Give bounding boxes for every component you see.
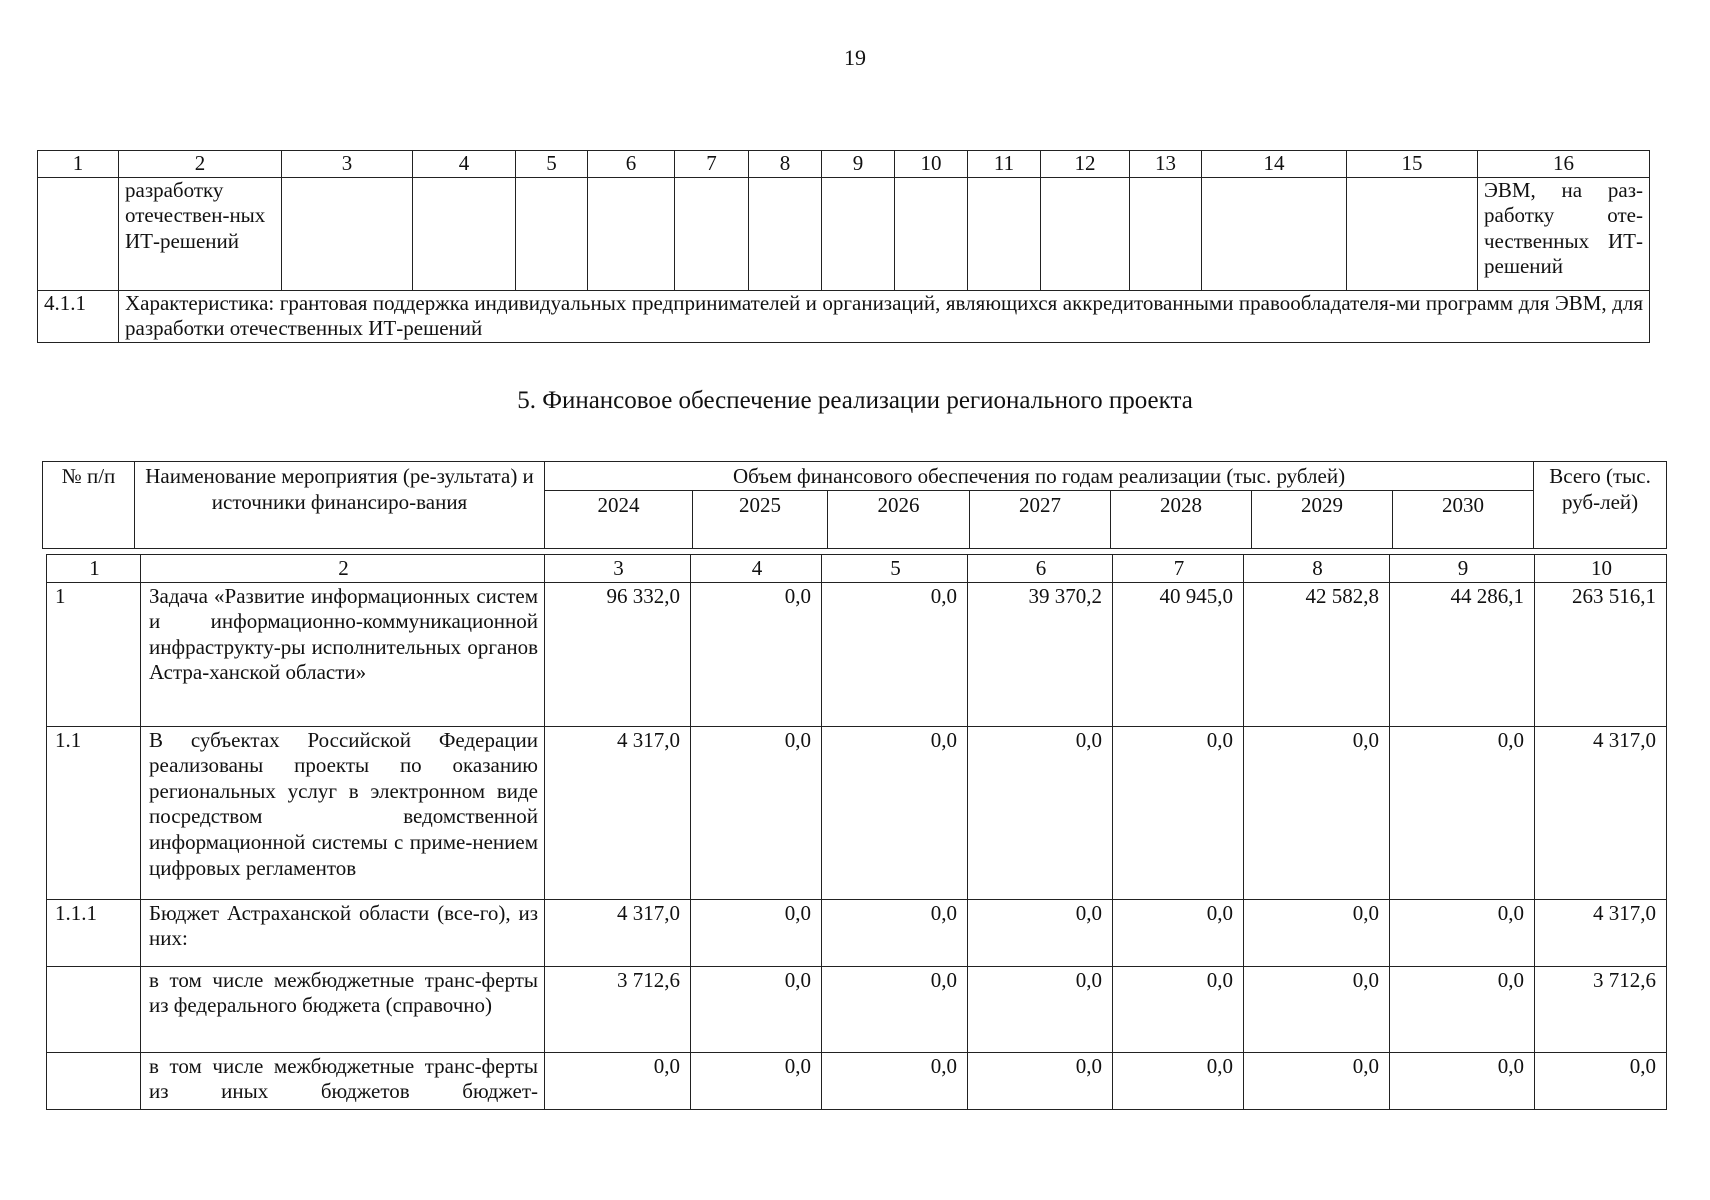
value-cell: 4 317,0 <box>545 726 691 899</box>
indicators-table-continuation <box>37 150 1650 343</box>
col-number: 6 <box>588 151 675 178</box>
section-title: 5. Финансовое обеспечение реализации регионального проекта <box>517 387 1193 414</box>
header-name: Наименование мероприятия (ре-зультата) и источники финансиро-вания <box>135 462 545 549</box>
table-row <box>47 726 1667 899</box>
value-cell: 0,0 <box>1390 966 1535 1052</box>
value-cell: 0,0 <box>691 899 822 966</box>
value-cell: 0,0 <box>1244 899 1390 966</box>
header-year: 2029 <box>1252 490 1393 548</box>
value-cell: 0,0 <box>1390 899 1535 966</box>
value-cell: 0,0 <box>1244 966 1390 1052</box>
value-cell: 96 332,0 <box>545 582 691 726</box>
comment-cell: ЭВМ, на раз-работку оте-чественных ИТ-решений <box>1478 177 1650 290</box>
value-cell: 0,0 <box>691 966 822 1052</box>
row-number <box>38 177 119 290</box>
row-name: в том числе межбюджетные транс-ферты из иных бюджетов бюджет- <box>141 1052 545 1109</box>
row-name: В субъектах Российской Федерации реализованы проекты по оказанию региональных услуг в электронном виде посредством ведомственной информационной системы с приме-нением цифровых регламентов <box>141 726 545 899</box>
col-number: 9 <box>822 151 895 178</box>
col-number: 9 <box>1390 555 1535 583</box>
characteristic-row <box>38 290 1650 342</box>
row-name: Бюджет Астраханской области (все-го), из них: <box>141 899 545 966</box>
table-row <box>47 582 1667 726</box>
page-number: 19 <box>844 45 866 70</box>
value-cell: 0,0 <box>822 1052 968 1109</box>
value-cell: 0,0 <box>1113 899 1244 966</box>
col-number: 3 <box>545 555 691 583</box>
col-number: 2 <box>119 151 282 178</box>
finance-table <box>46 554 1667 1110</box>
characteristic-text: Характеристика: грантовая поддержка индивидуальных предпринимателей и организаций, являющихся аккредитованными правообладателя-ми программ для ЭВМ, для разработки отечественных ИТ-решений <box>119 290 1650 342</box>
value-cell: 0,0 <box>1113 966 1244 1052</box>
row-number: 1 <box>47 582 141 726</box>
value-cell: 0,0 <box>822 726 968 899</box>
row-number <box>47 966 141 1052</box>
value-cell: 0,0 <box>822 899 968 966</box>
value-cell: 42 582,8 <box>1244 582 1390 726</box>
row-name: в том числе межбюджетные транс-ферты из федерального бюджета (справочно) <box>141 966 545 1052</box>
col-number: 6 <box>968 555 1113 583</box>
value-cell: 0,0 <box>1113 1052 1244 1109</box>
header-year: 2025 <box>693 490 828 548</box>
table-row <box>47 966 1667 1052</box>
total-cell: 4 317,0 <box>1535 726 1667 899</box>
header-year: 2028 <box>1111 490 1252 548</box>
row-number: 1.1.1 <box>47 899 141 966</box>
col-number: 7 <box>675 151 749 178</box>
header-year: 2026 <box>828 490 970 548</box>
col-number: 2 <box>141 555 545 583</box>
row-number: 1.1 <box>47 726 141 899</box>
col-number: 10 <box>895 151 968 178</box>
total-cell: 263 516,1 <box>1535 582 1667 726</box>
value-cell: 0,0 <box>968 1052 1113 1109</box>
value-cell: 0,0 <box>1244 726 1390 899</box>
value-cell: 0,0 <box>1390 726 1535 899</box>
value-cell: 0,0 <box>1390 1052 1535 1109</box>
header-year: 2027 <box>970 490 1111 548</box>
col-number: 8 <box>749 151 822 178</box>
header-year: 2030 <box>1393 490 1534 548</box>
col-number: 12 <box>1041 151 1130 178</box>
value-cell: 0,0 <box>1113 726 1244 899</box>
column-number-row <box>47 555 1667 583</box>
header-total: Всего (тыс. руб-лей) <box>1534 462 1667 549</box>
value-cell: 0,0 <box>822 966 968 1052</box>
table-row <box>47 899 1667 966</box>
value-cell: 0,0 <box>822 582 968 726</box>
value-cell: 0,0 <box>691 726 822 899</box>
col-number: 5 <box>516 151 588 178</box>
value-cell: 40 945,0 <box>1113 582 1244 726</box>
col-number: 1 <box>47 555 141 583</box>
row-name: Задача «Развитие информационных систем и информационно-коммуникационной инфраструкту-ры исполнительных органов Астра-ханской области» <box>141 582 545 726</box>
col-number: 11 <box>968 151 1041 178</box>
col-number: 8 <box>1244 555 1390 583</box>
value-cell: 0,0 <box>691 582 822 726</box>
finance-table-header <box>42 461 1667 549</box>
col-number: 5 <box>822 555 968 583</box>
col-number: 1 <box>38 151 119 178</box>
col-number: 15 <box>1347 151 1478 178</box>
col-number: 16 <box>1478 151 1650 178</box>
value-cell: 0,0 <box>968 899 1113 966</box>
value-cell: 4 317,0 <box>545 899 691 966</box>
value-cell: 0,0 <box>1244 1052 1390 1109</box>
total-cell: 0,0 <box>1535 1052 1667 1109</box>
total-cell: 3 712,6 <box>1535 966 1667 1052</box>
total-cell: 4 317,0 <box>1535 899 1667 966</box>
col-number: 3 <box>282 151 413 178</box>
continuation-row <box>38 177 1650 290</box>
value-cell: 3 712,6 <box>545 966 691 1052</box>
header-funding-group: Объем финансового обеспечения по годам реализации (тыс. рублей) <box>545 462 1534 491</box>
header-number: № п/п <box>43 462 135 549</box>
value-cell: 39 370,2 <box>968 582 1113 726</box>
value-cell: 0,0 <box>545 1052 691 1109</box>
header-year: 2024 <box>545 490 693 548</box>
col-number: 7 <box>1113 555 1244 583</box>
col-number: 4 <box>413 151 516 178</box>
column-number-row <box>38 151 1650 178</box>
col-number: 10 <box>1535 555 1667 583</box>
table-row <box>47 1052 1667 1109</box>
col-number: 14 <box>1202 151 1347 178</box>
col-number: 4 <box>691 555 822 583</box>
row-number: 4.1.1 <box>38 290 119 342</box>
value-cell: 0,0 <box>968 966 1113 1052</box>
col-number: 13 <box>1130 151 1202 178</box>
value-cell: 0,0 <box>691 1052 822 1109</box>
value-cell: 0,0 <box>968 726 1113 899</box>
value-cell: 44 286,1 <box>1390 582 1535 726</box>
result-name-cell: разработку отечествен-ных ИТ-решений <box>119 177 282 290</box>
row-number <box>47 1052 141 1109</box>
